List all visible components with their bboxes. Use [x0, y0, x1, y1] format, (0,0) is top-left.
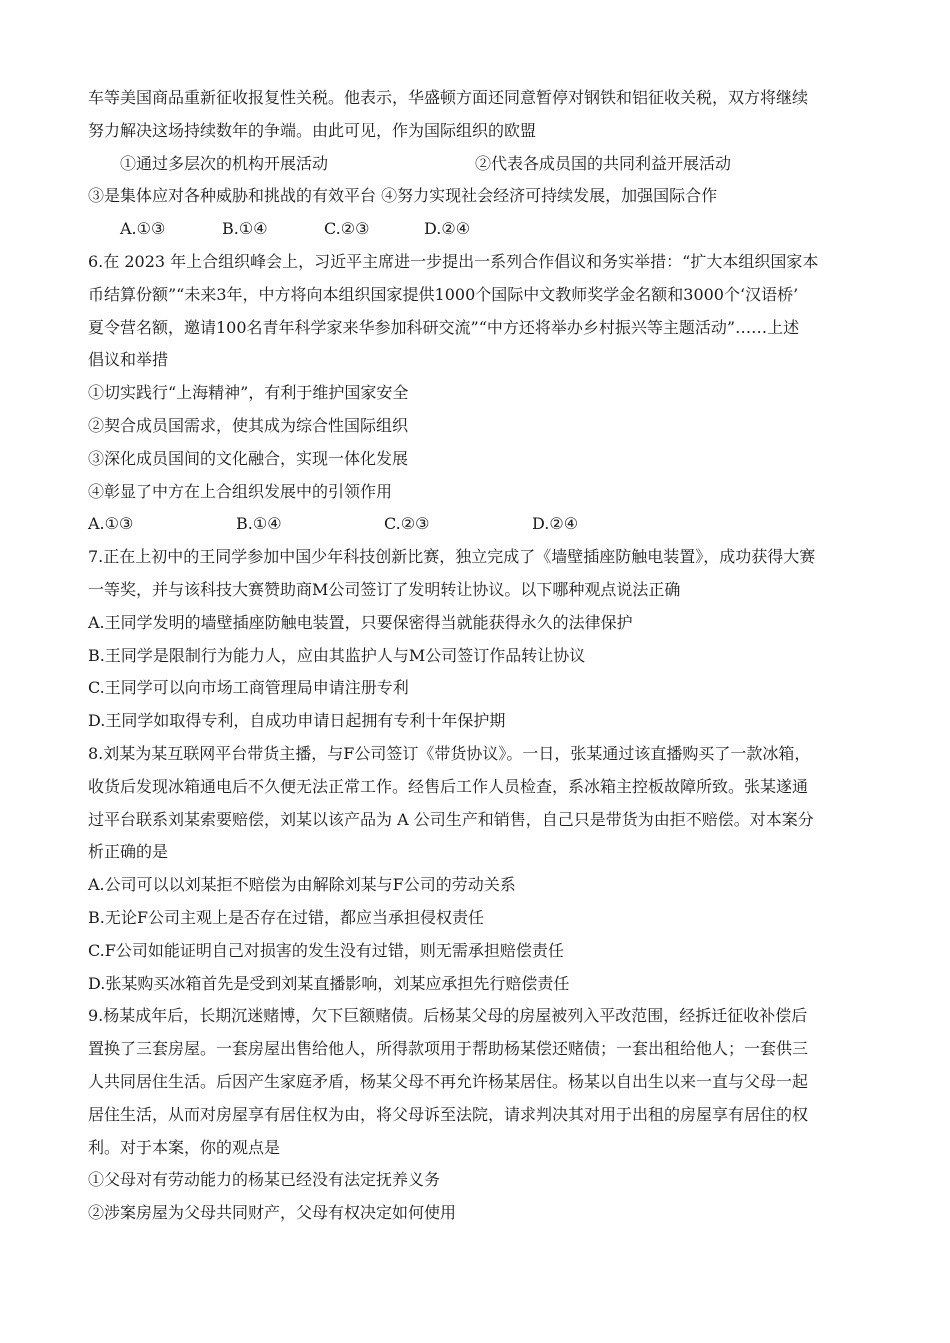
question-5-stem-line: 努力解决这场持续数年的争端。由此可见，作为国际组织的欧盟 — [88, 120, 537, 140]
question-6-option: ③深化成员国间的文化融合，实现一体化发展 — [88, 448, 409, 468]
answer-choice-c: C.②③ — [324, 219, 370, 239]
question-9-option: ②涉案房屋为父母共同财产，父母有权决定如何使用 — [88, 1203, 457, 1223]
question-8-stem-line: 过平台联系刘某索要赔偿，刘某以该产品为 A 公司生产和销售，自己只是带货为由拒不赔偿。对本案分 — [88, 809, 814, 829]
question-6-option: ①切实践行“上海精神”，有利于维护国家安全 — [88, 383, 409, 403]
question-9-stem-line: 置换了三套房屋。一套房屋出售给他人，所得款项用于帮助杨某偿还赌债；一套出租给他人；一套供三 — [88, 1039, 809, 1059]
answer-choice-b: B.①④ — [236, 514, 282, 534]
question-6-stem-line: 夏令营名额，邀请100名青年科学家来华参加科研交流”“中方还将举办乡村振兴等主题活动”……上述 — [88, 317, 800, 337]
question-6-answers — [88, 508, 880, 541]
question-7-stem-line: 7.正在上初中的王同学参加中国少年科技创新比赛，独立完成了《墙壁插座防触电装置》，成功获得大赛 — [88, 547, 816, 567]
question-5-option-2: ②代表各成员国的共同利益开展活动 — [475, 153, 732, 173]
question-9-stem-line: 利。对于本案，你的观点是 — [88, 1137, 281, 1157]
answer-choice-c: C.②③ — [384, 514, 430, 534]
question-5-options-row-2: ③是集体应对各种威胁和挑战的有效平台 ④努力实现社会经济可持续发展，加强国际合作 — [88, 186, 718, 206]
question-5-stem-line: 车等美国商品重新征收报复性关税。他表示，华盛顿方面还同意暂停对钢铁和铝征收关税，双方将继续 — [88, 88, 809, 107]
question-6 — [88, 246, 880, 541]
question-7 — [88, 541, 880, 738]
answer-choice-d: D.②④ — [424, 219, 471, 239]
question-6-stem-line: 倡议和举措 — [88, 350, 169, 370]
question-5 — [88, 82, 880, 246]
question-8-stem-line: 8.刘某为某互联网平台带货主播，与F公司签订《带货协议》。一日，张某通过该直播购买了一款冰箱， — [88, 743, 811, 763]
question-7-option-d: D.王同学如取得专利，自成功申请日起拥有专利十年保护期 — [88, 711, 506, 731]
answer-choice-a: A.①③ — [120, 219, 166, 239]
question-9-stem-line: 9.杨某成年后，长期沉迷赌博，欠下巨额赌债。后杨某父母的房屋被列入平改范围，经拆迁征收补偿后 — [88, 1006, 808, 1026]
question-6-option: ④彰显了中方在上合组织发展中的引领作用 — [88, 481, 393, 501]
question-7-stem-line: 一等奖，并与该科技大赛赞助商M公司签订了发明转让协议。以下哪种观点说法正确 — [88, 579, 681, 599]
question-6-stem-line: 6.在 2023 年上合组织峰会上，习近平主席进一步提出一系列合作倡议和务实举措：“扩大本组织国家本 — [88, 251, 819, 271]
question-5-options-row-1 — [88, 148, 880, 181]
question-9-option: ①父母对有劳动能力的杨某已经没有法定抚养义务 — [88, 1170, 441, 1190]
question-8-option-a: A.公司可以以刘某拒不赔偿为由解除刘某与F公司的劳动关系 — [88, 875, 516, 895]
question-7-option-b: B.王同学是限制行为能力人，应由其监护人与M公司签订作品转让协议 — [88, 645, 586, 665]
question-6-stem-line: 币结算份额”“未来3年，中方将向本组织国家提供1000个国际中文教师奖学金名额和3000个‘汉语桥’ — [88, 284, 799, 304]
question-5-answers — [88, 213, 880, 246]
question-9-stem-line: 居住生活，从而对房屋享有居住权为由，将父母诉至法院，请求判决其对用于出租的房屋享有居住的权 — [88, 1104, 809, 1124]
question-9-stem-line: 人共同居住生活。后因产生家庭矛盾，杨某父母不再允许杨某居住。杨某以自出生以来一直与父母一起 — [88, 1071, 809, 1091]
answer-choice-a: A.①③ — [88, 514, 134, 534]
question-8-option-c: C.F公司如能证明自己对损害的发生没有过错，则无需承担赔偿责任 — [88, 940, 564, 960]
question-7-option-a: A.王同学发明的墙壁插座防触电装置，只要保密得当就能获得永久的法律保护 — [88, 612, 633, 632]
question-8-stem-line: 析正确的是 — [88, 842, 169, 862]
answer-choice-d: D.②④ — [532, 514, 579, 534]
answer-choice-b: B.①④ — [222, 219, 268, 239]
question-9 — [88, 1000, 880, 1230]
question-8-option-b: B.无论F公司主观上是否存在过错，都应当承担侵权责任 — [88, 907, 484, 927]
question-7-option-c: C.王同学可以向市场工商管理局申请注册专利 — [88, 678, 409, 698]
question-8-option-d: D.张某购买冰箱首先是受到刘某直播影响，刘某应承担先行赔偿责任 — [88, 973, 570, 993]
question-6-option: ②契合成员国需求，使其成为综合性国际组织 — [88, 415, 409, 435]
question-8 — [88, 738, 880, 1000]
question-5-option-1: ①通过多层次的机构开展活动 — [120, 153, 329, 173]
question-8-stem-line: 收货后发现冰箱通电后不久便无法正常工作。经售后工作人员检查，系冰箱主控板故障所致。张某遂通 — [88, 776, 809, 796]
